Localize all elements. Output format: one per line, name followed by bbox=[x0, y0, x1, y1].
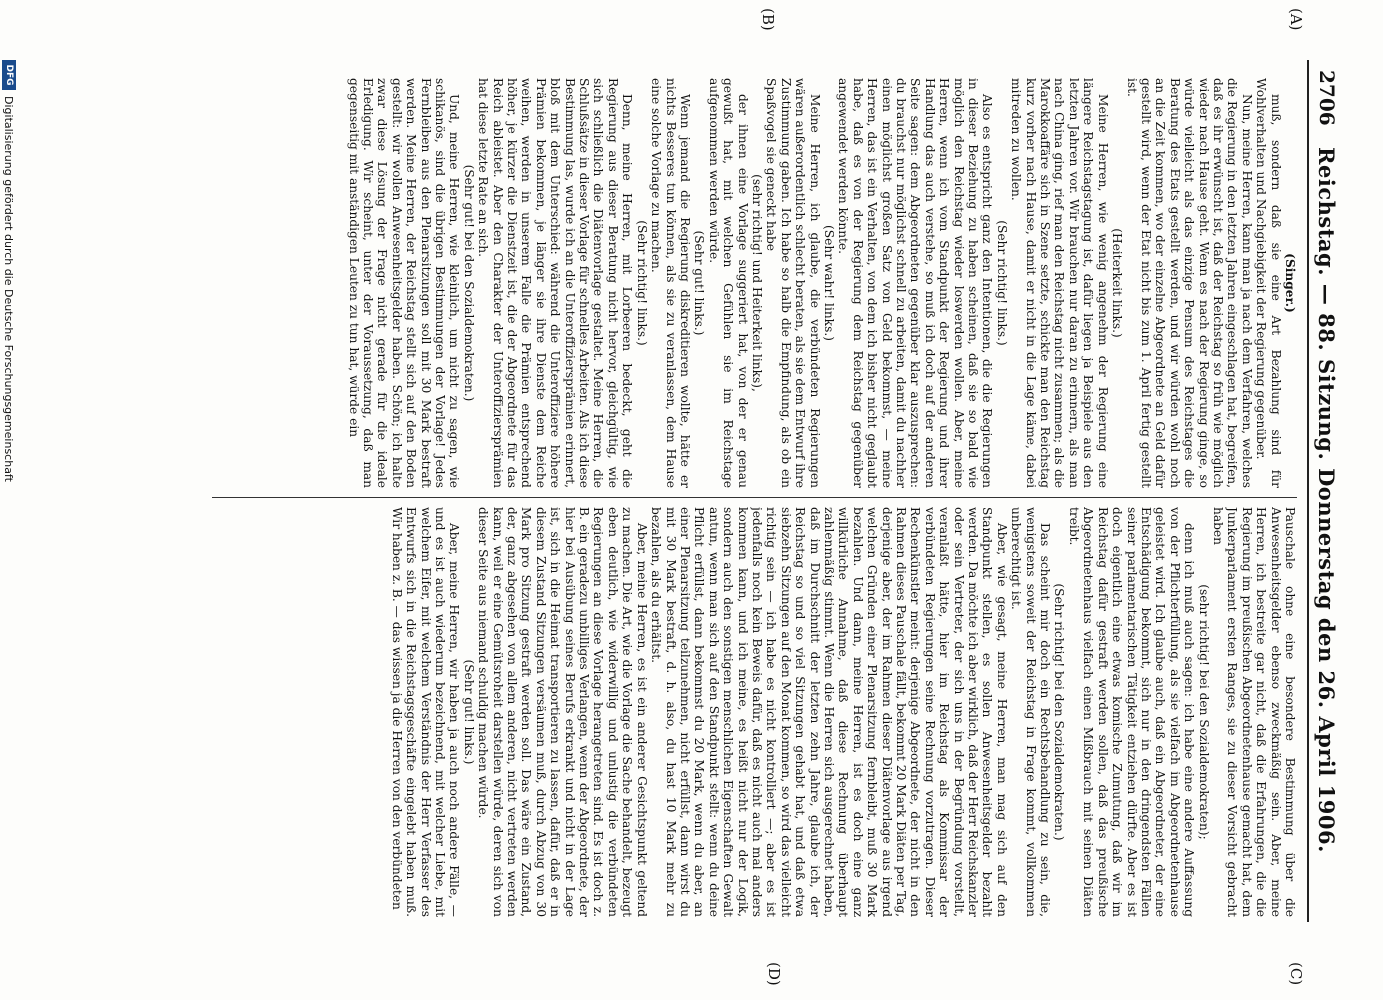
margin-marker-c: (C) bbox=[1287, 962, 1305, 986]
margin-marker-d: (D) bbox=[765, 962, 783, 986]
stage-direction: (Sehr gut! links.) bbox=[461, 659, 476, 765]
stage-direction: (Sehr richtig! links.) bbox=[994, 220, 1009, 346]
credit-text: Digitalisierung gefördert durch die Deutsche Forschungsgemeinschaft bbox=[2, 96, 16, 482]
stage-direction: (Sehr wahr! links.) bbox=[822, 225, 836, 341]
text-column-right bbox=[212, 507, 1297, 917]
paragraph: Und, meine Herren, wie kleinlich, um nicht zu sagen, wie schikanös, sind die übrigen Bestimmungen der Vorlage! Jedes Fernbleiben aus den Plenarsitzungen soll mit 30 Mark bestraft werden. Meine Herren, der Reichstag stellt sich auf den Boden gestellt: wir wollen Anwesenheitsgelder haben. Schön; ich halte zwar diese Lösung der Frage nicht gerade für die ideale Erledigung. Wir scheint, unter der Voraussetzung, daß man gegenseitig mit anständigen Leuten zu tun hat, würde ein bbox=[346, 78, 462, 488]
speaker-name: (Singer.) bbox=[1283, 253, 1297, 313]
page-number: 2706 bbox=[1315, 70, 1339, 126]
paragraph: Meine Herren, wie wenig angenehm der Regierung eine längere Reichstagstagung ist, dafür liegen ja Beispiele aus den letzten Jahren vor. Wir brauchen nur daran zu erinnern, als man nach China ging, rief man den Reichstag nicht zusammen; als die Marokkoaffäre sich in Szene setzte, schickte man den Reichstag kurz vorher nach Hause, damit er nicht in die Lage käme, dabei mitreden zu wollen. bbox=[1009, 78, 1110, 488]
paragraph: Aber, wie gesagt, meine Herren, man mag sich auf den Standpunkt stellen, es sollen Anwesenheitsgelder bezahlt werden. Da möchte ich aber wirklich, daß der Herr Reichskanzler oder sein Vertreter, der sich uns in der Begründung vorstellt, veranlaßt hätte, hier im Reichstag als Kommissar der verbündeten Regierungen seine Rechnung vorzutragen. Dieser Rechenkünstler meint: derjenige Abgeordnete, der nicht in den Rahmen dieses Pauschale fällt, bekommt 20 Mark Diäten per Tag, derjenige aber, der im Rahmen dieser Diätenvorlage aus irgend welchen Gründen einer Plenarsitzung fernbleibt, muß 30 Mark bezahlen. Und dann, meine Herren, ist es doch eine ganz willkürliche Annahme, daß diese Rechnung überhaupt zahlenmäßig stimmt. Wenn die Herren sich ausgerechnet haben, daß im Durchschnitt der letzten zehn Jahre, glaube ich, der Reichstag so und so viel Sitzungen gehabt hat, und daß etwa siebzehn Sitzungen auf den Monat kommen, so wird das vielleicht richtig sein — ich habe es nicht kontrolliert —; aber es ist jedenfalls noch kein Beweis dafür, daß es nicht auch mal anders kommen kann, und ich meine, es heißt nicht nur der Logik, sondern auch den sonstigen menschlichen Eigenschaften Gewalt antun, wenn man sich auf den Standpunkt stellt: wenn du deine Pflicht erfüllst, dann bekommst du 20 Mark, wenn du aber, an einer Plenarsitzung teilzunehmen, nicht erfüllst, dann wirst du mit 30 Mark bestraft, d. h. also, du hast 10 Mark mehr zu bezahlen, als du erhältst. bbox=[649, 507, 1009, 917]
paragraph: Aber, meine Herren, es ist ein anderer Gesichtspunkt geltend zu machen. Die Art, wie die Vorlage die Sache behandelt, bezeugt eben deutlich, wie widerwillig und unlustig die verbündeten Regierungen an diese Vorlage herangetreten sind. Es ist doch z. B. ein geradezu unbilliges Verlangen, wenn der Abgeordnete, der hier bei Ausübung seines Berufs erkrankt und nicht in der Lage ist, sich in die Heimat transportieren zu lassen, dafür, daß er in diesem Zustand Sitzungen versäumen muß, durch Abzug von 30 Mark pro Sitzung gestraft werden soll. Das wäre ein Zustand, der, ganz abgesehen von allem anderen, nicht vertreten werden kann, weil er eine Gemütsroheit darstellen würde, deren sich von dieser Seite aus niemand schuldig machen würde. bbox=[476, 507, 649, 917]
stage-direction: (Sehr gut! links.) bbox=[692, 230, 707, 336]
stage-direction: (Heiterkeit links.) bbox=[1110, 228, 1125, 338]
paragraph: Pauschale ohne eine besondere Bestimmung über die Anwesenheitsgelder ebenso zweckmäßig sein. Aber, meine Herren, ich bestreite gar nicht, daß die Erfahrungen, die die Regierung im preußischen Abgeordnetenhause gemacht hat, dem Junkerparlament ersten Ranges, sie zu dieser Vorsicht gebracht haben bbox=[1210, 507, 1297, 917]
text-column-left bbox=[212, 78, 1297, 488]
paragraph: Nun, meine Herren, kann man ja nach dem Verfahren, welches die Regierung in den letzten Jahren eingeschlagen hat, begreifen, daß es ihr erwünscht ist, daß der Reichstag so früh wie möglich wieder nach Hause geht. Wenn es nach der Regierung ginge, so würde vielleicht als das einzige Pensum des Reichstages die Beratung des Etats gestellt werden, und wir würden wohl noch an die Zeit kommen, wo der einzelne Abgeordnete an Geld dafür gestellt wird, wenn der Etat nicht bis zum 1. April fertig gestellt ist. bbox=[1124, 78, 1254, 488]
stage-direction: (Sehr gut! bei den Sozialdemokraten.) bbox=[461, 164, 476, 402]
paragraph: denn ich muß auch sagen: ich habe eine andere Auffassung von der Pflichterfüllung, als sie vielfach im Abgeordnetenhause geleistet wird. Ich glaube auch, daß ein Abgeordneter, der eine Entschädigung bekommt, sich nur in den dringendsten Fällen seiner parlamentarischen Tätigkeit entziehen dürfte. Aber es ist doch eigentlich eine etwas komische Zumutung, daß wir im Reichstag dafür gestraft werden sollen, daß das preußische Abgeordnetenhaus vielfach einen Mißbrauch mit seinen Diäten treibt. bbox=[1066, 507, 1197, 917]
paragraph: der ihnen eine Vorlage suggeriert hat, von der er genau gewußt hat, mit welchen Gefühlen sie im Reichstage aufgenommen werden würde. bbox=[706, 78, 750, 488]
paragraph: Aber, meine Herren, wir haben ja auch noch andere Fälle, — und es ist auch wiederum bezeichnend, mit welcher Liebe, mit welchem Eifer, mit welchem Verständnis der Herr Verfasser des Entwurfs sich in die Reichstagsgeschäfte eingelebt haben muß. Wir haben z. B. — das wissen ja die Herren von den verbündeten bbox=[389, 507, 462, 917]
margin-marker-b: (B) bbox=[759, 8, 777, 31]
column-divider bbox=[212, 497, 1297, 498]
page-header bbox=[1307, 0, 1383, 1000]
paragraph: muß, sondern daß sie eine Art Bezahlung sind für Wohlverhalten und Nachgiebigkeit der Regierung gegenüber. bbox=[1254, 78, 1283, 488]
stage-direction: (sehr richtig! bei den Sozialdemokraten); bbox=[1196, 584, 1211, 840]
page-title: Reichstag. — 88. Sitzung. Donnerstag den 26. April 1906. bbox=[1314, 147, 1339, 853]
header-rule bbox=[1307, 60, 1309, 922]
paragraph: Wenn jemand die Regierung diskreditieren wollte, hätte er nichts Besseres tun können, als sie zu veranlassen, dem Hause eine solche Vorlage zu machen. bbox=[649, 78, 692, 488]
paragraph: Meine Herren, ich glaube, die verbündeten Regierungen wären außerordentlich schlecht beraten, als sie dem Entwurf ihre Zustimmung gaben. Ich habe so halb die Empfindung, als ob ein Spaßvogel sie geneckt habe bbox=[764, 78, 822, 488]
paragraph: Also es entspricht ganz den Intentionen, die die Regierungen in dieser Beziehung zu haben scheinen, daß sie so bald wie möglich den Reichstag wieder loswerden wollen. Aber, meine Herren, wenn ich vom Standpunkt der Regierung und ihrer Handlung das auch verstehe, so muß ich doch auf der anderen Seite sagen: dem Abgeordneten gegenüber klar auszusprechen: du brauchst nur möglichst schnell zu arbeiten, damit du nachher einen möglichst großen Satz von Geld bekommst, — meine Herren, das ist ein Verhalten, von dem ich bisher nicht geglaubt habe, daß es von der Regierung dem Reichstag gegenüber angewendet werden könnte. bbox=[836, 78, 995, 488]
paragraph: Denn, meine Herren, mit Lorbeeren bedeckt, geht die Regierung aus dieser Beratung nicht hervor, gleichgültig, wie sich schließlich die Diätenvorlage gestaltet. Meine Herren, die Schlußsätze in dieser Vorlage für schnelles Arbeiten. Als ich diese Bestimmung las, wurde ich an die Unteroffiziersprämien erinnert, bloß mit dem Unterschied: während die Unteroffiziere höhere Prämien bekommen, je länger sie ihre Dienste dem Reiche weihen, werden in unserem Falle die Prämien entsprechend höher, je kürzer die Dienstzeit ist, die der Abgeordnete für das Reich ableistet. Aber den Charakter der Unteroffiziersprämien hat diese letzte Rate an sich. bbox=[476, 78, 635, 488]
stage-direction: (Sehr richtig! bei den Sozialdemokraten.) bbox=[1052, 583, 1067, 841]
paragraph: Das scheint mir doch ein Rechtsbehandlung zu sein, die, wenigstens soweit der Reichstag in Frage kommt, vollkommen unberechtigt ist. bbox=[1009, 507, 1053, 917]
digitization-credit bbox=[0, 60, 18, 482]
margin-marker-a: (A) bbox=[1287, 8, 1305, 31]
stage-direction: (sehr richtig! und Heiterkeit links), bbox=[749, 174, 764, 392]
dfg-logo-icon: DFG bbox=[2, 60, 16, 90]
stage-direction: (Sehr richtig! links.) bbox=[634, 220, 649, 346]
